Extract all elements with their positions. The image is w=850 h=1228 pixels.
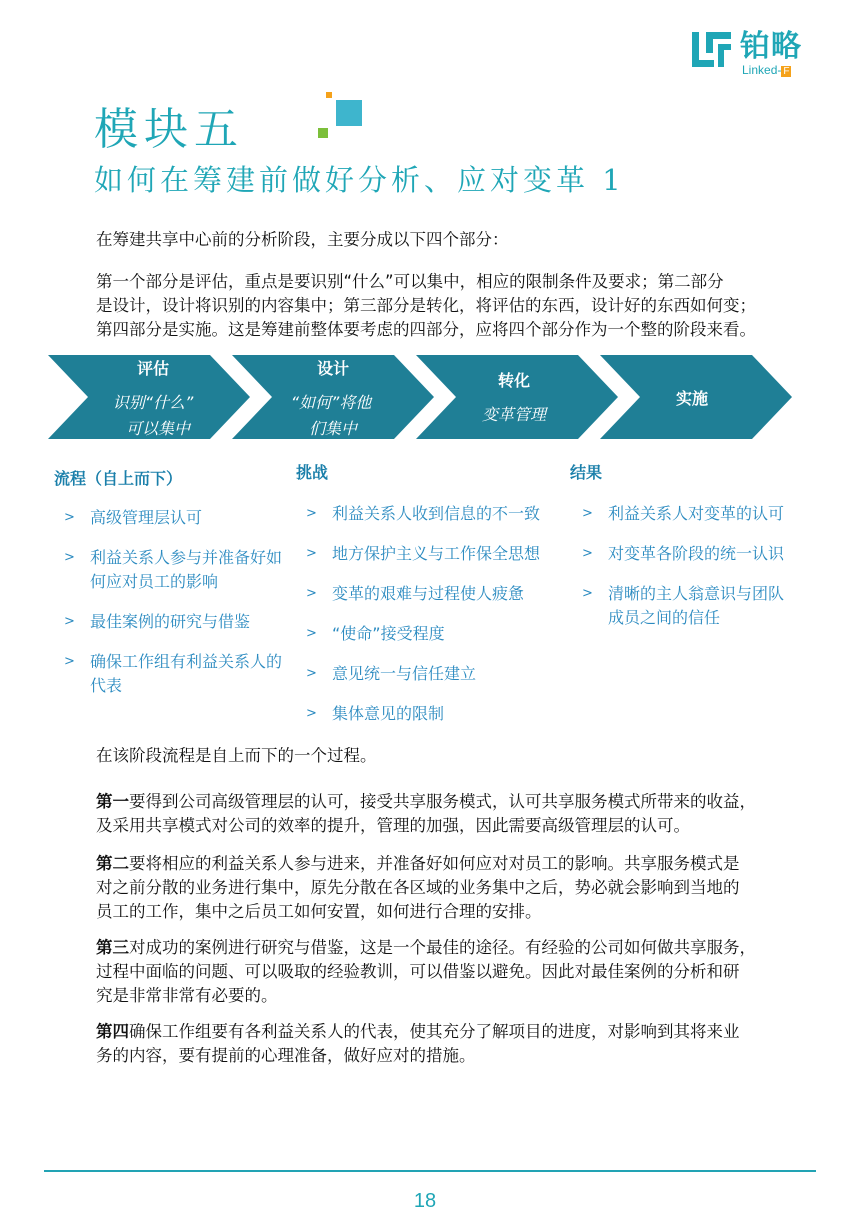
chevron-right-icon: > <box>582 506 593 521</box>
list-item: > 利益关系人参与并准备好如 <box>54 546 314 570</box>
svg-text:识别“什么”: 识别“什么” <box>112 393 194 412</box>
list-item: > 变革的艰难与过程使人疲惫 <box>296 582 576 606</box>
logo-chinese-text: 铂略 <box>740 29 802 64</box>
list-item: > 意见统一与信任建立 <box>296 662 576 686</box>
chevron-right-icon: > <box>306 546 317 561</box>
list-item: > 对变革各阶段的统一认识 <box>572 542 822 566</box>
challenges-heading: 挑战 <box>296 463 329 482</box>
decorative-squares <box>318 92 366 140</box>
chevron-right-icon: > <box>64 510 75 525</box>
results-heading: 结果 <box>570 463 603 482</box>
chevron-right-icon: > <box>306 626 317 641</box>
chevron-assess <box>48 355 250 439</box>
chevron-right-icon: > <box>306 506 317 521</box>
svg-text:可以集中: 可以集中 <box>125 419 191 438</box>
module-title: 模块五 <box>94 104 244 155</box>
footer-divider <box>44 1170 816 1172</box>
brand-logo <box>692 30 817 76</box>
svg-text:“如何”将他: “如何”将他 <box>290 393 372 412</box>
body-paragraph-0: 在该阶段流程是自上而下的一个过程。 <box>96 746 377 765</box>
list-item: > 清晰的主人翁意识与团队 <box>572 582 822 606</box>
chevron-right-icon: > <box>306 706 317 721</box>
list-item-continued: 何应对员工的影响 <box>90 572 219 591</box>
body-paragraph-2: 第二要将相应的利益关系人参与进来，并准备好如何应对对员工的影响。共享服务模式是 对之前分散的业务进行集中，原先分散在各区域的业务集中之后，势必就会影响到当地的 员工的工作，集中之后员工如何安置，如何进行合理的安排。 <box>96 854 740 921</box>
page-number: 18 <box>413 1190 437 1212</box>
list-item-continued: 代表 <box>90 676 123 695</box>
chevron-right-icon: > <box>306 586 317 601</box>
chevron-right-icon: > <box>582 586 593 601</box>
intro-paragraph: 在筹建共享中心前的分析阶段，主要分成以下四个部分： <box>96 230 509 249</box>
logo-english-text: Linked- F <box>742 63 790 77</box>
challenges-list <box>296 502 576 726</box>
chevron-design <box>232 355 434 439</box>
svg-text:们集中: 们集中 <box>308 419 358 438</box>
svg-text:设计: 设计 <box>316 359 350 378</box>
list-item: > 利益关系人收到信息的不一致 <box>296 502 576 526</box>
chevron-right-icon: > <box>306 666 317 681</box>
chevron-implement <box>600 355 792 439</box>
chevron-right-icon: > <box>64 614 75 629</box>
svg-text:实施: 实施 <box>675 389 709 408</box>
body-paragraph-1: 第一要得到公司高级管理层的认可，接受共享服务模式，认可共享服务模式所带来的收益， 及采用共享模式对公司的效率的提升，管理的加强，因此需要高级管理层的认可。 <box>96 792 756 835</box>
svg-text:变革管理: 变革管理 <box>481 405 547 424</box>
body-paragraph-3: 第三对成功的案例进行研究与借鉴，这是一个最佳的途径。有经验的公司如何做共享服务， 过程中面临的问题、可以吸取的经验教训，可以借鉴以避免。因此对最佳案例的分析和研 究是非常非常有必要的。 <box>96 938 756 1005</box>
module-subtitle: 如何在筹建前做好分析、应对变革 1 <box>94 163 625 197</box>
phase-chevron-diagram <box>48 350 798 445</box>
list-item: > 利益关系人对变革的认可 <box>572 502 822 526</box>
svg-text:转化: 转化 <box>497 371 531 390</box>
body-paragraph-4: 第四确保工作组要有各利益关系人的代表，使其充分了解项目的进度，对影响到其将来业 务的内容，要有提前的心理准备，做好应对的措施。 <box>96 1022 740 1065</box>
linked-f-logo-icon <box>692 32 734 70</box>
chevron-right-icon: > <box>64 550 75 565</box>
list-item: > 确保工作组有利益关系人的 <box>54 650 314 674</box>
list-item: > “使命”接受程度 <box>296 622 576 646</box>
list-item: > 高级管理层认可 <box>54 506 314 530</box>
results-list <box>572 502 822 630</box>
list-item: > 地方保护主义与工作保全思想 <box>296 542 576 566</box>
chevron-right-icon: > <box>64 654 75 669</box>
process-heading: 流程（自上而下） <box>54 469 183 488</box>
list-item: > 最佳案例的研究与借鉴 <box>54 610 314 634</box>
process-list <box>54 506 314 698</box>
chevron-right-icon: > <box>582 546 593 561</box>
summary-paragraph: 第一个部分是评估，重点是要识别“什么”可以集中，相应的限制条件及要求；第二部分 是设计，设计将识别的内容集中；第三部分是转化，将评估的东西，设计好的东西如何变； 第四部分是实施。这是筹建前整体要考虑的四部分，应将四个部分作为一个整的阶段来看。 <box>96 272 756 339</box>
list-item-continued: 成员之间的信任 <box>608 608 721 627</box>
list-item: > 集体意见的限制 <box>296 702 576 726</box>
chevron-transform <box>416 355 618 439</box>
svg-text:评估: 评估 <box>136 359 170 378</box>
